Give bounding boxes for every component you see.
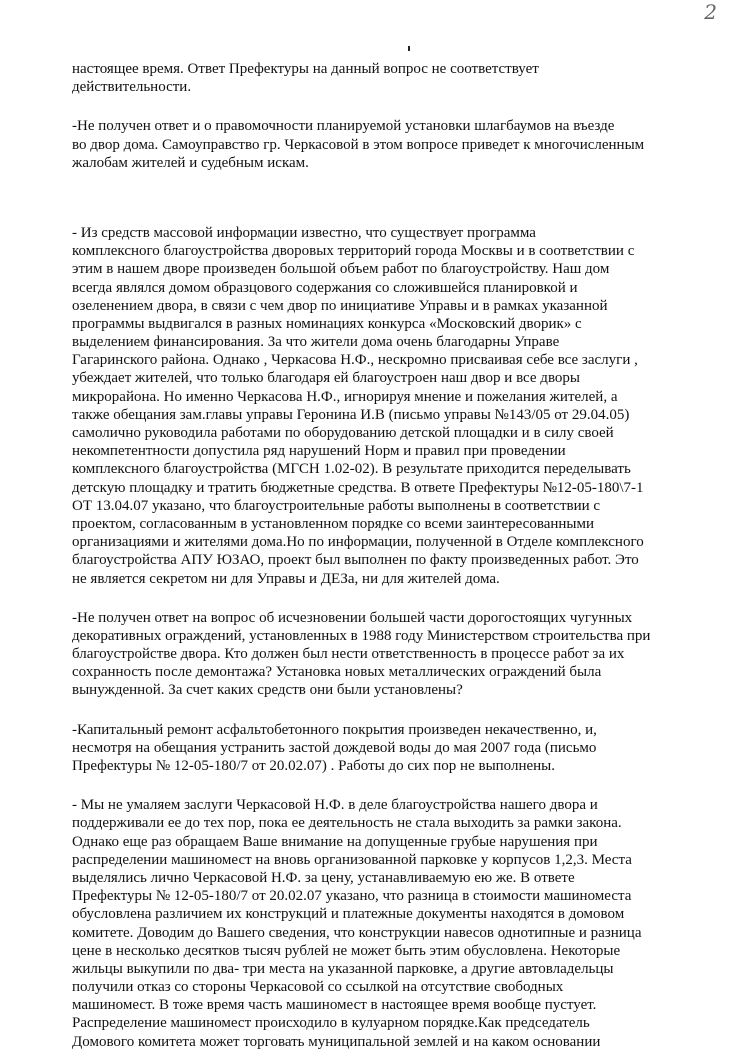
text-line: Префектуры № 12-05-180/7 от 20.02.07) . Работы до сих пор не выполнены.	[72, 758, 556, 774]
paragraph	[72, 721, 722, 776]
text-line: Распределение машиномест происходило в кулуарном порядке.Как председатель	[72, 1015, 590, 1032]
text-line: декоративных ограждений, установленных в 1988 году Министерством строительства при	[72, 627, 651, 644]
text-line: проектом, согласованным в установленном порядке со всеми заинтересованными	[72, 515, 595, 532]
text-line: всегда являлся домом образцового содержания со сложившейся планировкой и	[72, 279, 578, 296]
text-line: самолично руководила работами по оборудованию детской площадки и в силу своей	[72, 425, 614, 441]
text-line: программы выдвигался в разных номинациях конкурса «Московский дворик» с	[72, 315, 582, 332]
text-line: -Не получен ответ на вопрос об исчезновении большей части дорогостоящих чугунных	[72, 609, 633, 626]
text-line: цене в несколько десятков тысяч рублей не может быть этим обусловлена. Некоторые	[72, 942, 621, 959]
paragraph	[72, 117, 722, 172]
text-line: организациями и жителями дома.Но по информации, полученной в Отделе комплексного	[72, 534, 644, 551]
text-line: детскую площадку и тратить бюджетные средства. В ответе Префектуры №12-05-180\7-1	[72, 479, 644, 496]
text-line: вынужденной. За счет каких средств они были установлены?	[72, 682, 463, 699]
text-line: ОТ 13.04.07 указано, что благоустроительные работы выполнены в соответствии с	[72, 497, 601, 514]
text-line: комитете. Доводим до Вашего сведения, что конструкции навесов однотипные и разница	[72, 924, 642, 941]
text-line: жалобам жителей и судебным искам.	[72, 154, 309, 171]
paragraph	[72, 609, 722, 700]
text-line: выделялись лично Черкасовой Н.Ф. за цену, устанавливаемую ею же. В ответе	[72, 869, 575, 886]
paragraph	[72, 60, 722, 96]
stray-mark	[408, 46, 410, 51]
text-line: благоустройстве двора. Кто должен был нести ответственность в процессе работ за их	[72, 646, 625, 663]
text-line: обусловлена различием их конструкций и платежные документы находятся в домовом	[72, 906, 625, 923]
text-line: жильцы выкупили по два- три места на указанной парковке, а другие автовладельцы	[72, 960, 614, 977]
text-line: Гагаринского района. Однако , Черкасова Н.Ф., нескромно присваивая себе все заслуги ,	[72, 352, 638, 369]
text-line: получили отказ со стороны Черкасовой со ссылкой на отсутствие свободных	[72, 979, 564, 996]
text-line: сохранность после демонтажа? Установка новых металлических ограждений была	[72, 664, 602, 681]
document-body	[72, 60, 722, 1051]
text-line: не является секретом ни для Управы и ДЕЗа, ни для жителей дома.	[72, 570, 500, 587]
text-line: комплексного благоустройства (МГСН 1.02-02). В результате приходится переделывать	[72, 461, 631, 478]
text-line: комплексного благоустройства дворовых территорий города Москвы и в соответствии с	[72, 243, 635, 260]
text-line: Однако еще раз обращаем Ваше внимание на допущенные грубые нарушения при	[72, 833, 598, 850]
text-line: благоустройства АПУ ЮЗАО, проект был выполнен по факту произведенных работ. Это	[72, 552, 639, 569]
text-line: действительности.	[72, 79, 192, 96]
text-line: - Из средств массовой информации известно, что существует программа	[72, 224, 536, 241]
text-line: убеждает жителей, что только благодаря ей благоустроен наш двор и все дворы	[72, 370, 581, 387]
text-line: настоящее время. Ответ Префектуры на данный вопрос не соответствует	[72, 61, 539, 77]
text-line: распределении машиномест на вновь организованной парковке у корпусов 1,2,3. Места	[72, 851, 632, 868]
text-line: этим в нашем дворе произведен большой объем работ по благоустройству. Наш дом	[72, 261, 610, 278]
text-line: во двор дома. Самоуправство гр. Черкасовой в этом вопросе приведет к многочисленным	[72, 136, 645, 153]
paragraph	[72, 796, 722, 1051]
paragraph	[72, 224, 722, 588]
text-line: несмотря на обещания устранить застой дождевой воды до мая 2007 года (письмо	[72, 739, 597, 756]
text-line: -Капитальный ремонт асфальтобетонного покрытия произведен некачественно, и,	[72, 721, 597, 738]
text-line: микрорайона. Но именно Черкасова Н.Ф., игнорируя мнение и пожелания жителей, а	[72, 388, 618, 405]
text-line: -Не получен ответ и о правомочности планируемой установки шлагбаумов на въезде	[72, 118, 615, 135]
page-number: 2	[704, 0, 717, 24]
text-line: Префектуры № 12-05-180/7 от 20.02.07 указано, что разница в стоимости машиноместа	[72, 888, 632, 905]
text-line: Домового комитета может торговать муниципальной землей и на каком основании	[72, 1033, 601, 1050]
text-line: поддерживали ее до тех пор, пока ее деятельность не стала выходить за рамки закона.	[72, 815, 622, 832]
text-line: машиномест. В тоже время часть машиномест в настоящее время вообще пустует.	[72, 997, 597, 1014]
text-line: - Мы не умаляем заслуги Черкасовой Н.Ф. в деле благоустройства нашего двора и	[72, 797, 598, 814]
text-line: озеленением двора, в связи с чем двор по инициативе Управы и в рамках указанной	[72, 297, 608, 314]
text-line: также обещания зам.главы управы Геронина И.В (письмо управы №143/05 от 29.04.05)	[72, 406, 630, 423]
text-line: некомпетентности допустила ряд нарушений Норм и правил при проведении	[72, 443, 566, 460]
text-line: выделением финансирования. За что жители дома очень благодарны Управе	[72, 334, 560, 351]
